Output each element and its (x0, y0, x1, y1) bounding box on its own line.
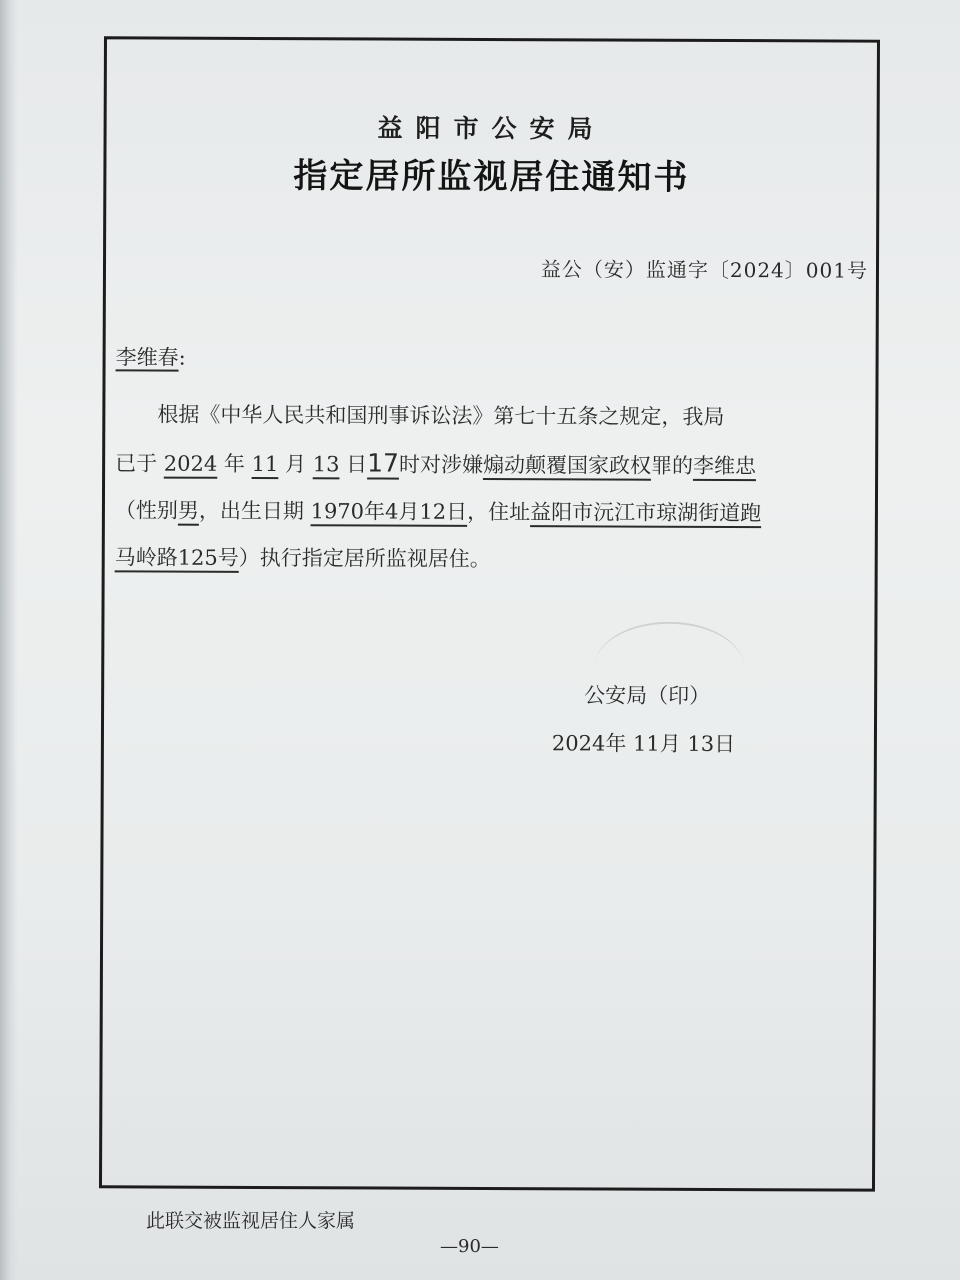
document-number: 益公（安）监通字〔2024〕001号 (540, 257, 869, 283)
document-frame (99, 36, 880, 1191)
issuing-agency: 益阳市公安局 (377, 113, 606, 144)
suspect-name: 李维忠 (692, 453, 757, 479)
detention-year: 2024 (163, 451, 218, 476)
suspect-address-part-1: 益阳市沅江市琼湖街道跑 (530, 500, 762, 526)
document-title: 指定居所监视居住通知书 (293, 156, 690, 198)
text-birth-date: ，出生日期 (198, 498, 304, 524)
detention-hour: 17 (367, 448, 400, 478)
notice-body (115, 391, 870, 584)
text-execute-surveillance: ）执行指定居所监视居住。 (238, 545, 491, 571)
text-gender: （性别 (114, 498, 178, 523)
charge: 煽动颠覆国家政权 (482, 452, 652, 478)
addressee (116, 341, 186, 371)
copy-note: 此联交被监视居住人家属 (146, 1210, 356, 1232)
issuer-signature: 公安局（印） (584, 683, 711, 708)
suspect-address-part-2: 马岭路125号 (114, 545, 239, 570)
page-edge-shadow (0, 0, 18, 1280)
text-year: 年 (223, 451, 246, 476)
legal-basis-text: 根据《中华人民共和国刑事诉讼法》第七十五条之规定，我局 (157, 402, 725, 430)
suspect-gender: 男 (177, 498, 199, 523)
text-month: 月 (285, 452, 307, 477)
page-number: —90— (440, 1236, 499, 1257)
text-address: ，住址 (467, 499, 531, 525)
addressee-name: 李维春 (115, 345, 179, 370)
detention-day: 13 (312, 452, 340, 477)
issue-date: 2024年 11月 13日 (551, 731, 736, 757)
text-already: 已于 (115, 451, 158, 476)
body-line-2 (115, 438, 869, 490)
body-line-3 (115, 487, 869, 537)
text-crime-of: 罪的 (650, 453, 694, 478)
body-line-4 (115, 534, 869, 584)
text-day: 日 (346, 452, 368, 477)
detention-month: 11 (251, 451, 279, 477)
text-suspected: 时对涉嫌 (398, 452, 484, 477)
body-line-1 (115, 391, 869, 441)
addressee-colon: : (178, 345, 186, 370)
suspect-birth-date: 1970年4月12日 (310, 499, 468, 524)
